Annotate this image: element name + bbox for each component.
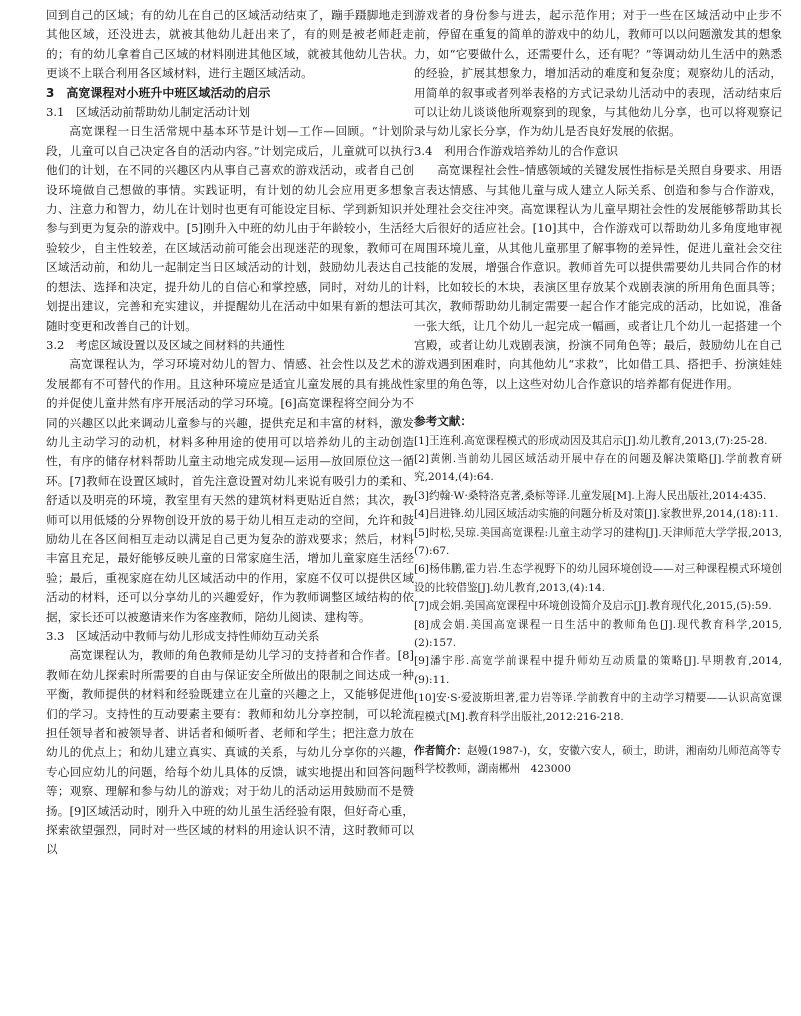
reference-item: [1]王连利.高宽课程模式的形成动因及其启示[J].幼儿教育,2013,(7):25-28.: [414, 434, 768, 447]
section-heading: 3 高宽课程对小班升中班区域活动的启示: [46, 85, 271, 100]
paragraph: 高宽课程一日生活常规中基本环节是计划—工作—回顾。“计划阶段，儿童可以自己决定各自的活动内容。”计划完成后，儿童就可以执行他们的计划，在不同的兴趣区内从事自己喜欢的游戏活动，或者自己创设环境做自己想做的事情。实践证明，有计划的幼儿会应用更多想象力、注意力和智力，幼儿在计划时也更有可能设定目标、学到新知识并参与到更为复杂的游戏中。[5]刚升入中班的幼儿由于年龄较小，生活经验较少，自主性较差，在区域活动前可能会出现迷茫的现象，教师可在区域活动前，和幼儿一起制定当日区域活动的计划，鼓励幼儿表达自己的想法、选择和决定，提升幼儿的自信心和掌控感，同时，对幼儿的计划提出建议，完善和充实建议，并提醒幼儿在活动中如果有新的想法可随时变更和改善自己的计划。: [46, 124, 414, 333]
subsection-heading: 3.1 区域活动前帮助幼儿制定活动计划: [46, 105, 250, 120]
paragraph: 游戏者的身份参与进去，起示范作用；对于一些在区域活动中止步不前，停留在重复的简单的游戏中的幼儿，教师可以以问题激发其的想象力，如“它要做什么，还需要什么，还有呢？”等调动幼儿生活中的熟悉的经验，扩展其想象力，增加活动的难度和复杂度；观察幼儿的活动，用简单的叙事或者列举表格的方式记录幼儿活动中的表现，活动结束后可以让幼儿谈谈他所观察到的现象，与其他幼儿分享，也可以将观察记录与幼儿家长分享，作为幼儿是否良好发展的依据。: [414, 8, 782, 139]
reference-item: [10]安·S·爱波斯坦著,霍力岩等译.学前教育中的主动学习精要——认识高宽课程模式[M].教育科学出版社,2012:216-218.: [414, 692, 782, 723]
reference-item: [4]吕进锋.幼儿园区域活动实施的问题分析及对策[J].家教世界,2014,(18):11.: [414, 508, 779, 521]
paragraph: 回到自己的区域；有的幼儿在自己的区域活动结束了，蹦手蹑脚地走到其他区域，还没进去，就被其他幼儿赶出来了，有的则是被老师赶走的；有的幼儿拿着自己区域的材料刚进其他区域，就被其他幼儿告状。更谈不上联合利用各区域材料，进行主题区域活动。: [46, 8, 414, 81]
references-title: 参考文献：: [414, 414, 472, 429]
paragraph: 高宽课程社会性–情感领域的关键发展性指标是关照自身要求、用语言表达情感、与其他儿童与成人建立人际关系、创造和参与合作游戏，处理社会交往冲突。高宽课程认为儿童早期社会性的发展能够帮助其长大后很好的适应社会。[10]其中，合作游戏可以帮助幼儿多角度地审视周围环境儿童，从其他儿童那里了解事物的差异性，促进儿童社会交往技能的发展，增强合作意识。教师首先可以提供需要幼儿共同合作的材料，比如较长的木块，表演区里存放某个戏剧表演的所用角色面具等；其次，教师帮助幼儿制定需要一起合作才能完成的活动，比如说，准备一张大纸，让几个幼儿一起完成一幅画，或者让几个幼儿一起搭建一个宫殿，或者让幼儿戏剧表演，扮演不同角色等；最后，鼓励幼儿在自己游戏遇到困难时，向其他幼儿“求救”，比如借工具、搭把手、扮演娃娃家里的角色等，以上这些对幼儿合作意识的培养都有促进作用。: [414, 163, 782, 391]
reference-item: [8]成会娟.美国高宽课程一日生活中的教师角色[J].现代教育科学,2015,(2):157.: [414, 618, 782, 649]
subsection-heading: 3.2 考虑区域设置以及区域之间材料的共通性: [46, 337, 285, 352]
paragraph: 高宽课程认为，教师的角色教师是幼儿学习的支持者和合作者。[8]教师在幼儿探索时所需要的自由与保证安全所做出的限制之间达成一种平衡，教师提供的材料和经验既建立在儿童的兴趣之上，又能够促进他们的学习。支持性的互动要素主要有：教师和幼儿分享控制，可以轮流担任领导者和被领导者、讲话者和倾听者、老师和学生；把注意力放在幼儿的优点上；和幼儿建立真实、真诚的关系，与幼儿分享你的兴趣，专心回应幼儿的问题，给每个幼儿具体的反馈，诚实地提出和回答问题等；观察、理解和参与幼儿的游戏；对于幼儿的活动运用鼓励而不是赞扬。[9]区域活动时，刚升入中班的幼儿虽生活经验有限，但好奇心重，探索欲望强烈，同时对一些区域的材料的用途认识不清，这时教师可以以: [46, 648, 414, 857]
author-text: 赵嫚(1987-)，女，安徽六安人，硕士，助讲，湘南幼儿师范高等专科学校教师，湖南郴州 423000: [414, 745, 782, 776]
reference-item: [7]成会娟.美国高宽课程中环境创设简介及启示[J].教育现代化,2015,(5):59.: [414, 600, 772, 613]
left-column: [46, 6, 414, 860]
author-bio: [414, 742, 782, 779]
reference-item: [9]潘宇彤.高宽学前课程中提升师幼互动质量的策略[J].早期教育,2014,(9):11.: [414, 655, 782, 686]
reference-item: [2]黄俐.当前幼儿园区域活动开展中存在的问题及解决策略[J].学前教育研究,2014,(4):64.: [414, 452, 782, 484]
reference-item: [5]时松,吴琼.美国高宽课程:儿童主动学习的建构[J].天津师范大学学报,2013,(7):67.: [414, 526, 782, 557]
reference-list: [414, 432, 782, 727]
author-label: 作者简介：: [414, 745, 467, 758]
paragraph: 高宽课程认为，学习环境对幼儿的智力、情感、社会性以及艺术的发展都有不可替代的作用。且这种环境应是适宜儿童发展的具有挑战性的并促使儿童井然有序开展活动的学习环境。[6]高宽课程将空间分为不同的兴趣区以此来调动儿童参与的兴趣，提供充足和丰富的材料，激发幼儿主动学习的动机，材料多种用途的使用可以培养幼儿的主动创造性，有序的储存材料帮助儿童主动地完成发现—运用—放回原位这一循环。[7]教师在设置区域时，首先注意设置对幼儿来说有吸引力的柔和、舒适以及明亮的环境，教室里有天然的建筑材料更贴近自然；其次，教师可以用低矮的分界物创设开放的易于幼儿相互走动的空间，允许和鼓励幼儿在各区间相互走动以满足自己更为复杂的游戏要求；然后，材料丰富且充足，最好能够反映儿童的日常家庭生活，增加儿童家庭生活经验；最后，重视家庭在幼儿区域活动中的作用，家庭不仅可以提供区域活动的材料，还可以分享幼儿的兴趣爱好，作为教师调整区域结构的依据，家长还可以被邀请来作为客座教师，陪幼儿阅读、建构等。: [46, 357, 414, 624]
right-column: [414, 6, 782, 779]
reference-item: [3]约翰·W·桑特洛克著,桑标等译.儿童发展[M].上海人民出版社,2014:435.: [414, 489, 767, 502]
subsection-heading: 3.4 利用合作游戏培养幼儿的合作意识: [414, 143, 618, 158]
subsection-heading: 3.3 区域活动中教师与幼儿形成支持性师幼互动关系: [46, 629, 320, 643]
reference-item: [6]杨伟鹏,霍力岩.生态学视野下的幼儿园环境创设——对三种课程模式环境创设的比较借鉴[J].幼儿教育,2013,(4):14.: [414, 563, 782, 594]
